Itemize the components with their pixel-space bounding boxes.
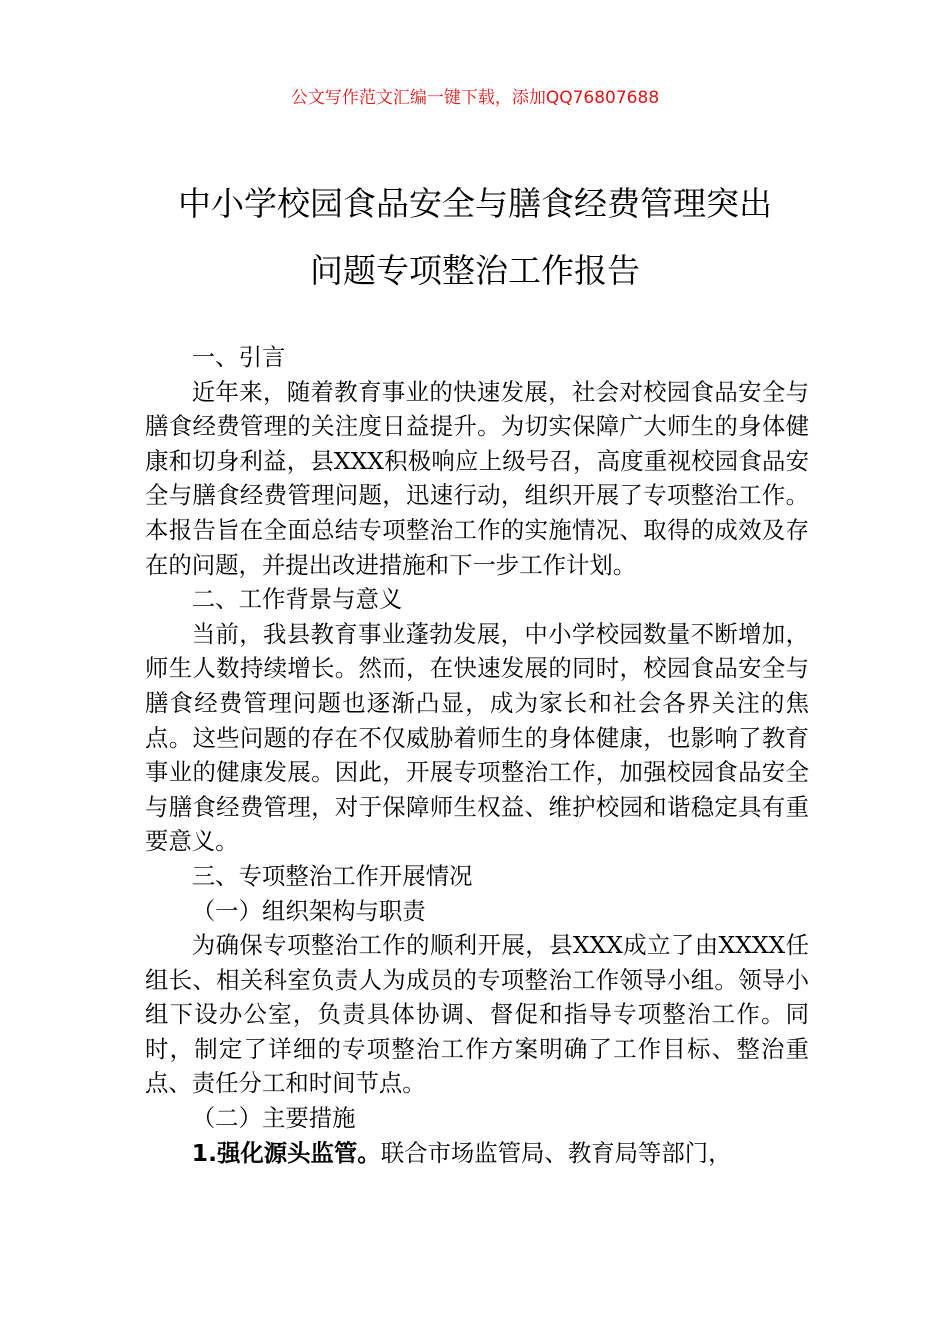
section-heading-background: 二、工作背景与意义 bbox=[191, 585, 403, 614]
paragraph-background: 当前，我县教育事业蓬勃发展，中小学校园数量不断增加，师生人数持续增长。然而，在快速发展的同时，校园食品安全与膳食经费管理问题也逐渐凸显，成为家长和社会各界关注的焦点。这些问题的存在不仅威胁着师生的身体健康，也影响了教育事业的健康发展。因此，开展专项整治工作，加强校园食品安全与膳食经费管理，对于保障师生权益、维护校园和谐稳定具有重要意义。 bbox=[145, 619, 809, 856]
measure-1-lead: 1.强化源头监管。 bbox=[191, 1138, 381, 1167]
document-title-line-2: 问题专项整治工作报告 bbox=[310, 251, 640, 290]
measure-1-text: 联合市场监管局、教育局等部门， bbox=[380, 1138, 732, 1167]
subsection-heading-measures: （二）主要措施 bbox=[191, 1104, 356, 1133]
document-title-line-1: 中小学校园食品安全与膳食经费管理突出 bbox=[178, 184, 772, 223]
paragraph-measure-1 bbox=[145, 1136, 809, 1171]
paragraph-organization: 为确保专项整治工作的顺利开展，县XXX成立了由XXXX任组长、相关科室负责人为成员的专项整治工作领导小组。领导小组下设办公室，负责具体协调、督促和指导专项整治工作。同时，制定了详细的专项整治工作方案明确了工作目标、整治重点、责任分工和时间节点。 bbox=[145, 931, 809, 1098]
document-body bbox=[145, 340, 809, 1170]
section-heading-introduction: 一、引言 bbox=[191, 343, 286, 371]
section-heading-implementation: 三、专项整治工作开展情况 bbox=[191, 861, 473, 890]
download-banner: 公文写作范文汇编一键下载，添加QQ76807688 bbox=[290, 88, 660, 108]
subsection-heading-organization: （一）组织架构与职责 bbox=[191, 896, 426, 925]
paragraph-introduction: 近年来，随着教育事业的快速发展，社会对校园食品安全与膳食经费管理的关注度日益提升。为切实保障广大师生的身体健康和切身利益，县XXX积极响应上级号召，高度重视校园食品安全与膳食经费管理问题，迅速行动，组织开展了专项整治工作。本报告旨在全面总结专项整治工作的实施情况、取得的成效及存在的问题，并提出改进措施和下一步工作计划。 bbox=[145, 377, 809, 579]
